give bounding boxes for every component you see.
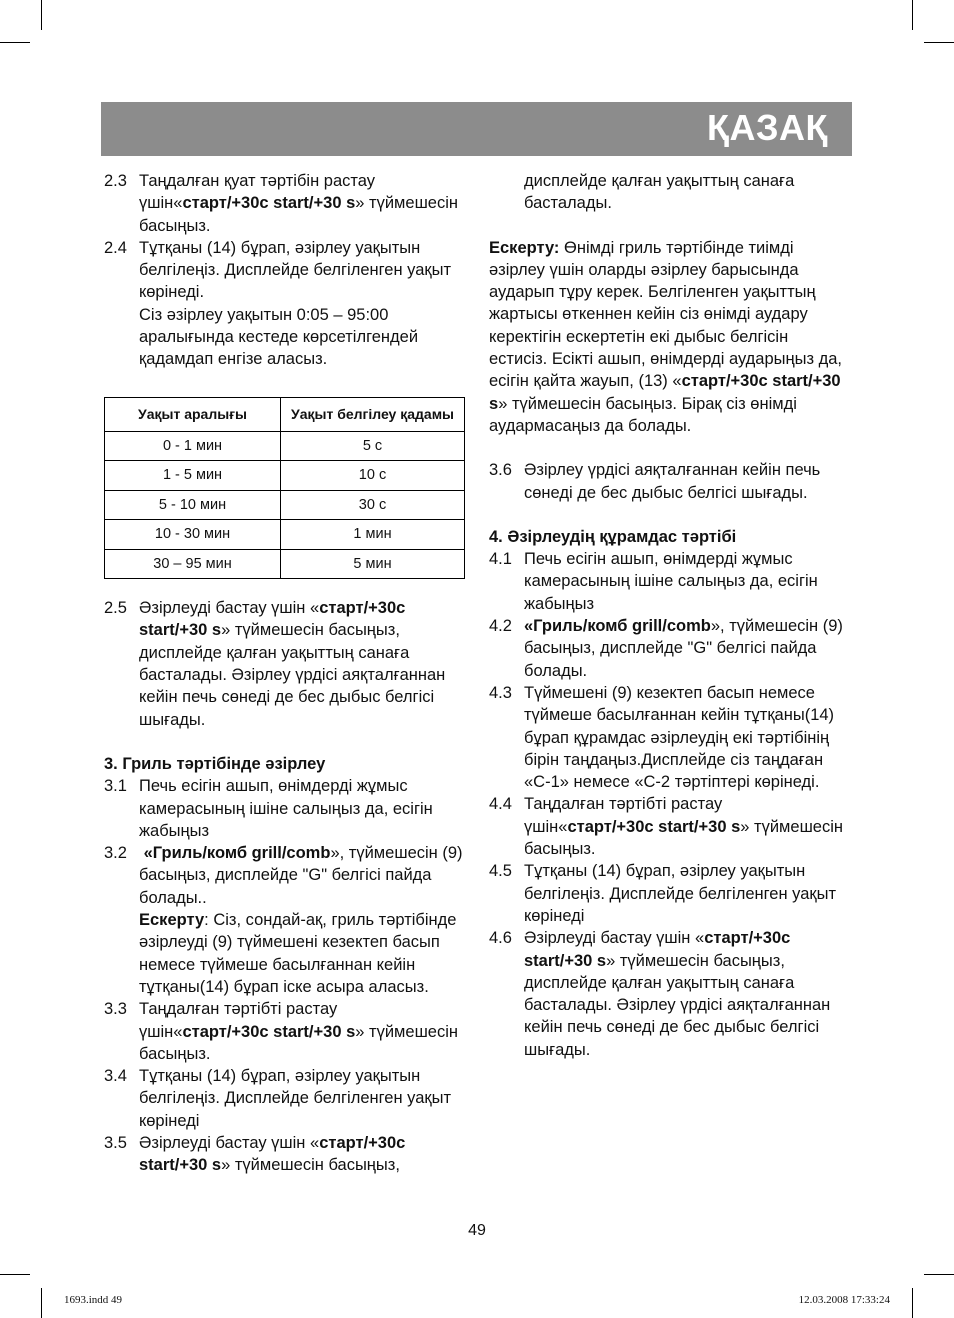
crop-mark	[41, 1288, 42, 1318]
instruction-3-6	[489, 459, 851, 504]
left-column	[104, 170, 466, 1177]
crop-mark	[912, 0, 913, 30]
table-header-row	[105, 397, 465, 431]
item-number: 4.4	[489, 795, 512, 814]
item-number: 2.5	[104, 599, 127, 618]
item-text: Тұтқаны (14) бұрап, әзірлеу уақытын белгілеңіз. Дисплейде белгіленген уақыт көрінеді	[524, 862, 837, 925]
section-title-4: 4. Әзірлеудің құрамдас тәртібі	[489, 527, 737, 546]
table-header: Уақыт белгілеу қадамы	[281, 397, 465, 431]
language-header-bar	[101, 102, 852, 156]
item-text: «Гриль/комб grill/comb», түймешесін (9) басыңыз, дисплейде "G" белгісі пайда болады.	[524, 617, 843, 680]
item-text: дисплейде қалған уақыттың санаға басталады.	[524, 172, 795, 213]
instruction-3-5-continued	[489, 170, 851, 215]
instruction-3-3	[104, 998, 466, 1065]
table-row: 0 - 1 мин 5 с	[105, 431, 465, 461]
crop-mark	[924, 42, 954, 43]
page-number: 49	[468, 1222, 486, 1239]
note-paragraph: Ескерту: Өнімді гриль тәртібінде тиімді әзірлеу үшін оларды әзірлеу барысында аударып тұру керек. Белгіленген уақыттың жартысы өткеннен кейін сіз өнімді аудару керектігін ескертетін екі дыбыс белгісін естисіз. Есікті ашып, өнімдерді аударыңыз да, есігін қайта жауып, (13) «старт/+30с start/+30 s» түймешесін басыңыз. Бірақ сіз өнімді аудармасаңыз да болады.	[489, 238, 842, 435]
footer-datetime: 12.03.2008 17:33:24	[798, 1294, 890, 1306]
instruction-3-1	[104, 775, 466, 842]
instruction-3-2	[104, 842, 466, 998]
item-text: Таңдалған тәртібті растау үшін«старт/+30с start/+30 s» түймешесін басыңыз.	[524, 795, 844, 859]
instruction-3-5	[104, 1132, 466, 1177]
item-number: 4.1	[489, 550, 512, 569]
instruction-4-3	[489, 682, 851, 793]
time-step-table	[104, 397, 465, 580]
right-column	[489, 170, 851, 1061]
footer-filename: 1693.indd 49	[64, 1294, 123, 1306]
crop-mark	[41, 0, 42, 30]
item-text: Әзірлеуді бастау үшін «старт/+30с start/+30 s» түймешесін басыңыз, дисплейде қалған уақыттың санаға басталады. Әзірлеу үрдісі аяқталғаннан кейін печь сөнеді де бес дыбыс белгісі шығады.	[139, 599, 446, 729]
item-text: Әзірлеуді бастау үшін «старт/+30с start/+30 s» түймешесін басыңыз, дисплейде қалған уақыттың санаға басталады. Әзірлеу үрдісі аяқталғаннан кейін печь сөнеді де бес дыбыс белгісі шығады.	[524, 929, 831, 1059]
instruction-3-4	[104, 1065, 466, 1132]
item-text: Түймешені (9) кезектеп басып немесе түймеше басылғаннан кейін тұтқаны(14) бұрап құрамдас әзірлеудің екі тәртібінің бірін таңдаңыз.Дисплейде сіз таңдаған «С-1» немесе «С-2 тәртіптері көрінеді.	[524, 683, 835, 792]
table-row: 30 – 95 мин 5 мин	[105, 549, 465, 579]
instruction-4-4	[489, 793, 851, 860]
item-number: 4.6	[489, 929, 512, 948]
item-text: Печь есігін ашып, өнімдерді жұмыс камерасының ішіне салыңыз да, есігін жабыңыз	[139, 777, 433, 840]
table-row: 1 - 5 мин 10 с	[105, 461, 465, 491]
item-number: 3.2	[104, 844, 127, 863]
item-number: 4.2	[489, 617, 512, 636]
crop-mark	[924, 1274, 954, 1275]
instruction-2-3	[104, 170, 466, 237]
item-number: 2.4	[104, 238, 127, 257]
table-row: 10 - 30 мин 1 мин	[105, 520, 465, 550]
item-number: 3.5	[104, 1134, 127, 1152]
item-text: Әзірлеуді бастау үшін «старт/+30с start/+30 s» түймешесін басыңыз,	[139, 1134, 406, 1175]
instruction-2-5	[104, 597, 466, 731]
item-number: 3.1	[104, 777, 127, 796]
instruction-2-4	[104, 237, 466, 371]
item-number: 3.4	[104, 1067, 127, 1086]
language-title: ҚАЗАҚ	[707, 107, 828, 148]
instruction-4-5	[489, 860, 851, 927]
instruction-4-1	[489, 548, 851, 615]
table-row: 5 - 10 мин 30 с	[105, 490, 465, 520]
item-number: 4.5	[489, 862, 512, 881]
item-number: 4.3	[489, 683, 512, 702]
item-number: 3.3	[104, 1000, 127, 1019]
crop-mark	[0, 1274, 30, 1275]
instruction-4-6	[489, 927, 851, 1061]
item-text: Тұтқаны (14) бұрап, әзірлеу уақытын белгілеңіз. Дисплейде белгіленген уақыт көрінеді	[139, 1067, 452, 1130]
item-number: 3.6	[489, 461, 512, 480]
crop-mark	[912, 1288, 913, 1318]
section-title-3: 3. Гриль тәртібінде әзірлеу	[104, 754, 326, 773]
item-text: Таңдалған тәртібті растау үшін«старт/+30с start/+30 s» түймешесін басыңыз.	[139, 1000, 459, 1063]
item-number: 2.3	[104, 172, 127, 190]
item-text: Печь есігін ашып, өнімдерді жұмыс камерасының ішіне салыңыз да, есігін жабыңыз	[524, 550, 818, 613]
item-text: «Гриль/комб grill/comb», түймешесін (9) басыңыз, дисплейде "G" белгісі пайда болады.. Ескерту: Сіз, сондай-ақ, гриль тәртібінде әзірлеуді (9) түймешені кезектеп басып немесе түймеше басылғаннан кейін тұтқаны(14) бұрап іске асыра аласыз.	[139, 844, 463, 996]
instruction-4-2	[489, 615, 851, 682]
crop-mark	[0, 42, 30, 43]
item-text: Әзірлеу үрдісі аяқталғаннан кейін печь сөнеді де бес дыбыс белгісі шығады.	[524, 461, 821, 502]
table-header: Уақыт аралығы	[105, 397, 281, 431]
item-text: Таңдалған қуат тәртібін растау үшін«старт/+30с start/+30 s» түймешесін басыңыз.	[139, 172, 459, 235]
item-text: Тұтқаны (14) бұрап, әзірлеу уақытын белгілеңіз. Дисплейде белгіленген уақыт көрінеді. Сіз әзірлеу уақытын 0:05 – 95:00 аралығында кестеде көрсетілгендей қадамдап енгізе аласыз.	[139, 238, 452, 369]
